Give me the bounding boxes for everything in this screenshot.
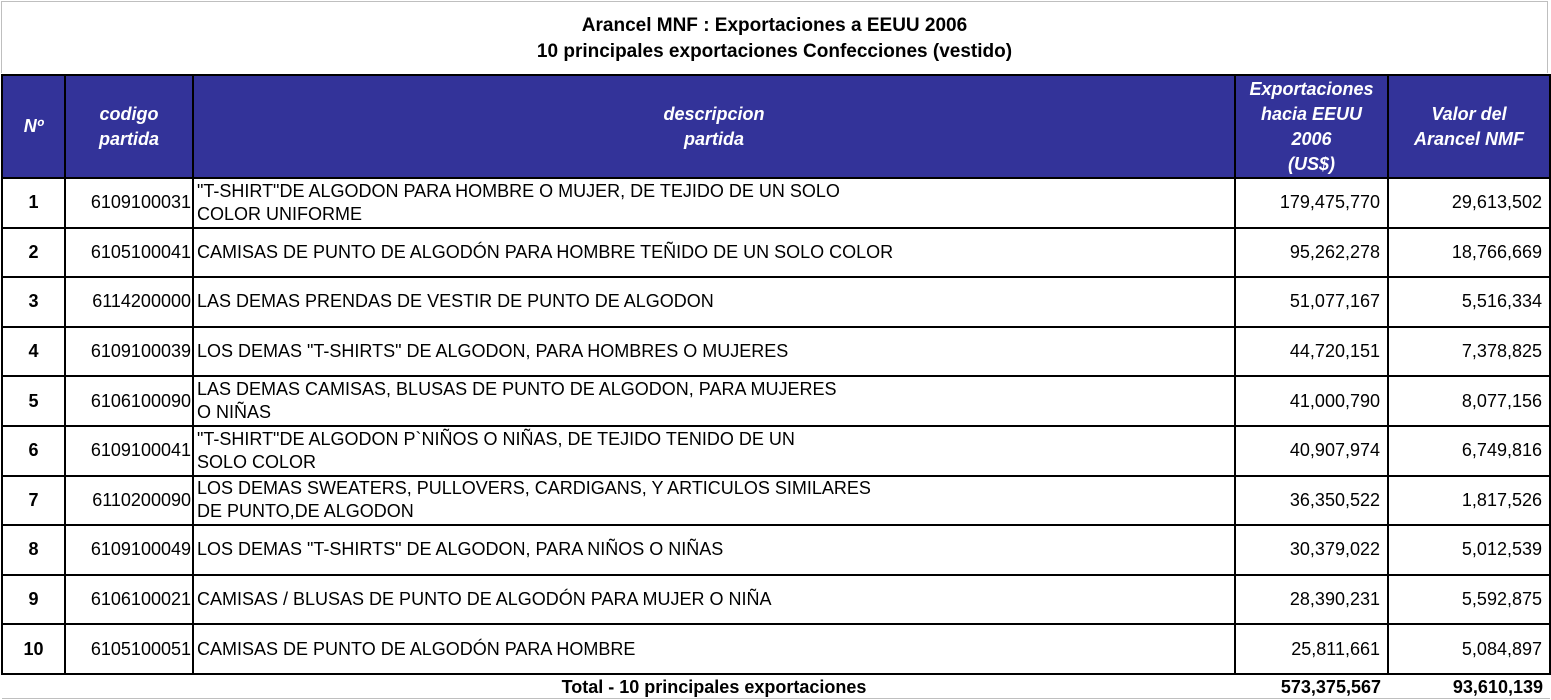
- row-codigo: 6110200090: [65, 476, 193, 526]
- total-exportaciones: 573,375,567: [1235, 674, 1388, 699]
- table-row: [2, 376, 1550, 426]
- row-number: 2: [2, 228, 65, 278]
- table-row: [2, 575, 1550, 625]
- row-descripcion-line: COLOR UNIFORME: [197, 203, 363, 224]
- row-valor: 6,749,816: [1388, 426, 1550, 476]
- header-codigo: [65, 75, 193, 178]
- total-spacer: [2, 674, 65, 699]
- header-exportaciones-line: 2006: [1291, 128, 1332, 149]
- row-codigo: 6114200000: [65, 277, 193, 327]
- table-row: [2, 277, 1550, 327]
- header-valor-line: Valor del: [1431, 103, 1507, 124]
- header-exportaciones-line: Exportaciones: [1249, 78, 1374, 99]
- row-exportaciones: 51,077,167: [1235, 277, 1388, 327]
- row-valor: 29,613,502: [1388, 178, 1550, 228]
- row-exportaciones: 44,720,151: [1235, 327, 1388, 377]
- row-exportaciones: 28,390,231: [1235, 575, 1388, 625]
- header-codigo-line: partida: [98, 128, 159, 149]
- row-exportaciones: 41,000,790: [1235, 376, 1388, 426]
- header-descripcion-line: descripcion: [663, 103, 765, 124]
- row-valor: 18,766,669: [1388, 228, 1550, 278]
- table-row: [2, 426, 1550, 476]
- row-descripcion: [193, 624, 1235, 674]
- row-descripcion: [193, 376, 1235, 426]
- total-valor: 93,610,139: [1388, 674, 1550, 699]
- row-exportaciones: 179,475,770: [1235, 178, 1388, 228]
- row-exportaciones: 95,262,278: [1235, 228, 1388, 278]
- row-valor: 8,077,156: [1388, 376, 1550, 426]
- header-descripcion-line: partida: [683, 128, 744, 149]
- row-exportaciones: 25,811,661: [1235, 624, 1388, 674]
- row-descripcion-line: LOS DEMAS "T-SHIRTS" DE ALGODON, PARA HOMBRES O MUJERES: [197, 341, 789, 362]
- row-number: 4: [2, 327, 65, 377]
- table-footer: [2, 674, 1550, 699]
- row-number: 8: [2, 525, 65, 575]
- row-descripcion: [193, 228, 1235, 278]
- row-descripcion-line: CAMISAS DE PUNTO DE ALGODÓN PARA HOMBRE: [197, 638, 636, 659]
- exports-table: [1, 74, 1551, 699]
- header-codigo-line: codigo: [99, 103, 159, 124]
- row-descripcion-line: LAS DEMAS CAMISAS, BLUSAS DE PUNTO DE ALGODON, PARA MUJERES: [197, 379, 837, 400]
- table-header: [2, 75, 1550, 178]
- row-descripcion-line: "T-SHIRT"DE ALGODON PARA HOMBRE O MUJER, DE TEJIDO DE UN SOLO: [197, 180, 840, 201]
- row-exportaciones: 40,907,974: [1235, 426, 1388, 476]
- header-valor-line: Arancel NMF: [1413, 128, 1525, 149]
- row-exportaciones: 30,379,022: [1235, 525, 1388, 575]
- row-valor: 5,516,334: [1388, 277, 1550, 327]
- header-descripcion: [193, 75, 1235, 178]
- row-descripcion: [193, 426, 1235, 476]
- row-valor: 7,378,825: [1388, 327, 1550, 377]
- table-row: [2, 327, 1550, 377]
- row-descripcion-line: CAMISAS / BLUSAS DE PUNTO DE ALGODÓN PARA MUJER O NIÑA: [197, 589, 772, 610]
- total-spacer: [65, 674, 193, 699]
- row-valor: 1,817,526: [1388, 476, 1550, 526]
- table-row: [2, 624, 1550, 674]
- row-descripcion: [193, 476, 1235, 526]
- row-codigo: 6106100021: [65, 575, 193, 625]
- row-descripcion: [193, 178, 1235, 228]
- row-codigo: 6109100039: [65, 327, 193, 377]
- table-body: [2, 178, 1550, 674]
- table-row: [2, 525, 1550, 575]
- header-valor: [1388, 75, 1550, 178]
- row-valor: 5,592,875: [1388, 575, 1550, 625]
- row-descripcion: [193, 327, 1235, 377]
- row-number: 5: [2, 376, 65, 426]
- title-line-1: Arancel MNF : Exportaciones a EEUU 2006: [581, 15, 968, 36]
- row-descripcion-line: SOLO COLOR: [197, 451, 317, 472]
- row-codigo: 6106100090: [65, 376, 193, 426]
- row-number: 6: [2, 426, 65, 476]
- row-descripcion-line: LAS DEMAS PRENDAS DE VESTIR DE PUNTO DE ALGODON: [197, 291, 714, 312]
- table-title: [1, 1, 1548, 73]
- row-descripcion-line: DE PUNTO,DE ALGODON: [197, 501, 414, 522]
- row-descripcion-line: LOS DEMAS SWEATERS, PULLOVERS, CARDIGANS, Y ARTICULOS SIMILARES: [197, 478, 871, 499]
- row-number: 9: [2, 575, 65, 625]
- row-codigo: 6109100031: [65, 178, 193, 228]
- row-descripcion: [193, 277, 1235, 327]
- row-exportaciones: 36,350,522: [1235, 476, 1388, 526]
- row-descripcion-line: LOS DEMAS "T-SHIRTS" DE ALGODON, PARA NIÑOS O NIÑAS: [197, 539, 724, 560]
- row-codigo: 6105100041: [65, 228, 193, 278]
- row-codigo: 6109100049: [65, 525, 193, 575]
- row-valor: 5,012,539: [1388, 525, 1550, 575]
- table-row: [2, 476, 1550, 526]
- row-number: 10: [2, 624, 65, 674]
- total-label: Total - 10 principales exportaciones: [193, 674, 1235, 699]
- total-row: [2, 674, 1550, 699]
- row-descripcion: [193, 575, 1235, 625]
- row-number: 1: [2, 178, 65, 228]
- row-codigo: 6105100051: [65, 624, 193, 674]
- table-row: [2, 178, 1550, 228]
- header-exportaciones-line: hacia EEUU: [1260, 103, 1363, 124]
- row-descripcion-line: "T-SHIRT"DE ALGODON P`NIÑOS O NIÑAS, DE TEJIDO TENIDO DE UN: [197, 428, 795, 449]
- header-exportaciones-line: (US$): [1287, 153, 1335, 174]
- row-valor: 5,084,897: [1388, 624, 1550, 674]
- row-descripcion-line: CAMISAS DE PUNTO DE ALGODÓN PARA HOMBRE TEÑIDO DE UN SOLO COLOR: [197, 241, 894, 262]
- row-descripcion: [193, 525, 1235, 575]
- row-number: 3: [2, 277, 65, 327]
- row-codigo: 6109100041: [65, 426, 193, 476]
- table-row: [2, 228, 1550, 278]
- row-number: 7: [2, 476, 65, 526]
- header-exportaciones: [1235, 75, 1388, 178]
- header-no: Nº: [2, 75, 65, 178]
- title-line-2: 10 principales exportaciones Confecciones (vestido): [536, 41, 1013, 62]
- row-descripcion-line: O NIÑAS: [197, 402, 272, 423]
